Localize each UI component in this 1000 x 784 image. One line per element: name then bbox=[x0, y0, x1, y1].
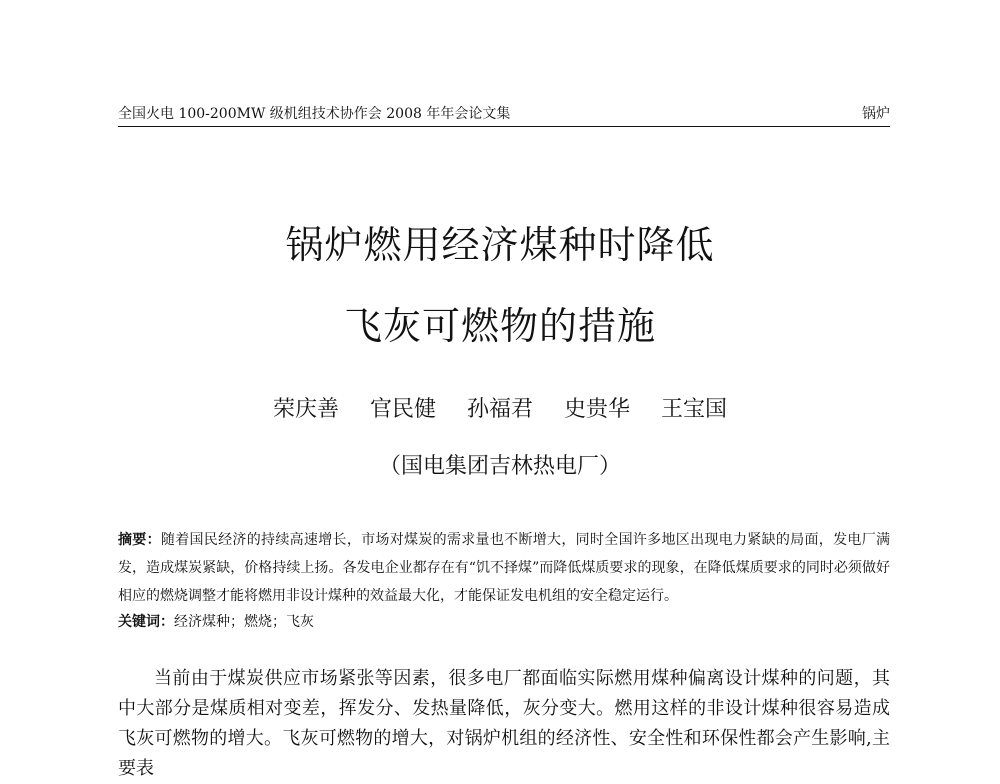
header-proceedings-title: 全国火电 100-200MW 级机组技术协作会 2008 年年会论文集 bbox=[118, 106, 511, 122]
keywords-label: 关键词： bbox=[118, 614, 174, 630]
abstract-text: 随着国民经济的持续高速增长，市场对煤炭的需求量也不断增大，同时全国许多地区出现电力紧缺的局面，发电厂满发，造成煤炭紧缺，价格持续上扬。各发电企业都存在有“饥不择煤”而降低煤质要求的现象，在降低煤质要求的同时必须做好相应的燃烧调整才能将燃用非设计煤种的效益最大化，才能保证发电机组的安全稳定运行。 bbox=[118, 532, 890, 604]
abstract-label: 摘要： bbox=[118, 532, 161, 548]
body-paragraph: 当前由于煤炭供应市场紧张等因素，很多电厂都面临实际燃用煤种偏离设计煤种的问题，其中大部分是煤质相对变差，挥发分、发热量降低，灰分变大。燃用这样的非设计煤种很容易造成飞灰可燃物的增大。飞灰可燃物的增大，对锅炉机组的经济性、安全性和环保性都会产生影响,主要表 bbox=[118, 668, 890, 779]
paper-title-line-2: 飞灰可燃物的措施 bbox=[343, 304, 656, 348]
author-name: 孙福君 bbox=[466, 397, 533, 422]
author-name: 荣庆善 bbox=[272, 397, 339, 422]
author-name: 官民健 bbox=[369, 397, 436, 422]
author-affiliation: （国电集团吉林热电厂） bbox=[378, 454, 621, 479]
abstract bbox=[118, 526, 890, 610]
keywords-text: 经济煤种；燃烧；飞灰 bbox=[174, 614, 314, 630]
author-name: 史贵华 bbox=[564, 397, 631, 422]
author-name: 王宝国 bbox=[661, 397, 728, 422]
paper-title-line-1: 锅炉燃用经济煤种时降低 bbox=[285, 223, 715, 267]
keywords bbox=[118, 610, 890, 634]
header-section-label: 锅炉 bbox=[862, 106, 890, 122]
author-list bbox=[0, 395, 1000, 425]
running-header bbox=[118, 104, 890, 127]
